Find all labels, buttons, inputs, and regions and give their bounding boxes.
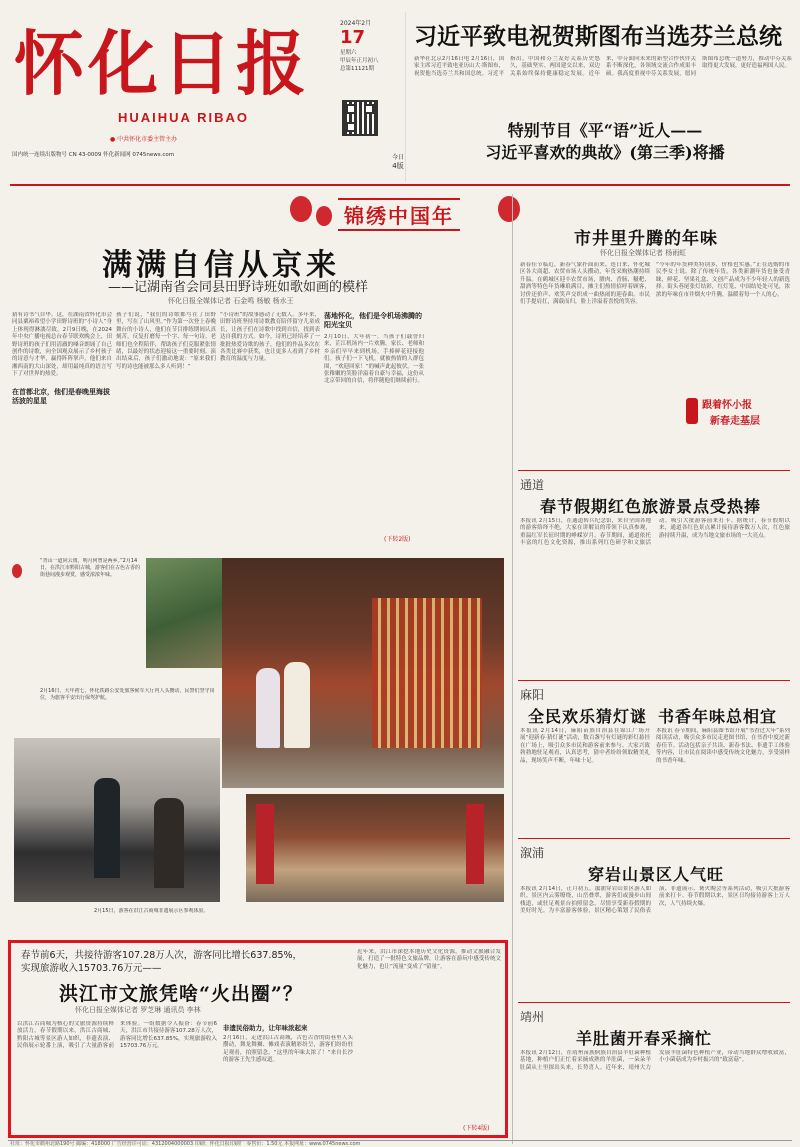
- page-count: 4版: [392, 162, 404, 170]
- date-year: 2024年2月: [340, 20, 372, 27]
- hongjiang-subhead: 非遗民俗助力，让年味浓起来: [223, 1024, 308, 1032]
- hongjiang-body-2: 2月16日，走进洪江古商城，古色古香的街巷里人头攒动，舞龙舞狮、傩戏表演精彩纷呈，游客们纷纷驻足观看，拍照留念。“这里的年味太浓了！”来自长沙的游客王先生感叹道。: [223, 1035, 353, 1064]
- date-day: 17: [340, 27, 366, 48]
- market-col-1: 新春佳节临近，新春气象扑面而来。连日来，怀化城区各大商超、农贸市场人头攒动，年货采购热潮持续升温。在鹤城区迎丰农贸市场，腊肉、香肠、糍粑、甜酒等特色年货琳琅满目，摊主们热情招呼着顾客，讨价还价声、欢笑声交织成一曲热闹的迎春曲。市民们手提肩扛，满载而归，脸上洋溢着喜悦的笑容。: [520, 262, 650, 306]
- lead-headline[interactable]: 满满自信从京来: [102, 248, 340, 283]
- lead-byline: 怀化日报全媒体记者 石金鸣 杨敏 杨水王: [168, 297, 294, 305]
- photo-caption-3: 2月15日，游客在洪江古商城非遗展示区参观体验。: [94, 908, 209, 914]
- photo-ancient-building[interactable]: [222, 558, 504, 788]
- hongjiang-kicker-line-1: 春节前6天，共接待游客107.28万人次，游客同比增长637.85%，: [21, 950, 303, 961]
- market-headline[interactable]: 市井里升腾的年味: [574, 229, 718, 249]
- photo-caption-2: 2月16日，大年初七，怀化铁路公安处旅客候车大厅内人头攒动，民警们坚守岗位，为旅客平安出行保驾护航。: [40, 688, 215, 701]
- market-col-2: “今年的年货种类特别多，价格也实惠。”正在选购的市民李女士说。除了传统年货，各类新潮年货也备受青睐，鲜花、坚果礼盒、文创产品成为不少年轻人的新选择。街头巷尾张灯结彩，红灯笼、中国结处处可见，浓浓的年味在市井烟火中升腾，温暖着每一个人的心。: [656, 262, 790, 298]
- hongjiang-continue-link[interactable]: (下转4版): [463, 1125, 490, 1132]
- festival-banner: [290, 192, 520, 230]
- badge-ribbon-icon: [686, 398, 698, 424]
- special-program-headline[interactable]: [430, 120, 780, 164]
- publisher-line: [110, 134, 177, 143]
- special-line-1: 特别节目《平“语”近人——: [507, 121, 703, 140]
- section-label-xupu: 溆浦: [520, 846, 545, 860]
- xupu-body: 本报讯 2月14日，正月初五，溆浦穿岩山景区游人如织。景区内云雾缭绕，山峦叠翠，游客们或漫步山间栈道，或驻足观景台拍照留念，尽情享受新春假期的美好时光。为丰富游客体验，景区精心策划了民俗表演、非遗展示、篝火晚会等系列活动，吸引大批游客前来打卡。春节假期以来，景区日均接待游客上万人次，人气持续火爆。: [520, 886, 790, 915]
- lead-col-2: 孩子们说，“我们的诗歌都写在了田野里，写在了山风里。”作为第一次登上春晚舞台的小诗人，他们在节目排练期间认真刻苦，反复打磨每一个字、每一句诗。老师们也全程陪伴，帮助孩子们克服紧张情绪，以最好的状态迎接这一重要时刻。演出结束后，孩子们激动地说：“原来我们写的诗也能被那么多人听到！”: [116, 312, 216, 370]
- photo-caption-1: “青山一道同云雨，明月何曾是两乡。”2月14日，在洪江市黔阳古城，游客们在古色古香的街巷间漫步观赏，感受浓浓年味。: [40, 558, 141, 578]
- special-line-2: 习近平喜欢的典故》(第三季)将播: [485, 143, 725, 162]
- lead-subhead-2: 荡地怀化，他们是令机场沸腾的阳光宝贝: [324, 312, 422, 329]
- qr-code-icon[interactable]: [342, 100, 378, 136]
- section-label-tongdao: 通道: [520, 478, 545, 492]
- top-story-headline[interactable]: 习近平致电祝贺斯图布当选芬兰总统: [414, 23, 782, 50]
- weekday: 星期六: [340, 50, 357, 56]
- today-pages: [392, 152, 404, 171]
- lead-subhead-1: 在首都北京，他们是春晚里海拔活波的星星: [12, 388, 110, 405]
- codes-line: 国内统一连续出版物号 CN 43-0009 怀化新闻网 0745news.com: [12, 152, 175, 158]
- mayang-headline-left[interactable]: 全民欢乐猜灯谜: [528, 707, 648, 726]
- lead-col-4: 2月10日，大年初一。当孩子们载誉归来，芷江机场内一片欢腾。家长、老师和乡亲们早早来到机场，手捧鲜花迎接他们。孩子们一下飞机，就被热情的人群包围，“欢迎回家！”的喊声此起彼伏。一张张稚嫩的笑脸洋溢着自豪与幸福，这份从北京带回的自信，将伴随他们继续前行。: [324, 334, 424, 385]
- jingzhou-headline[interactable]: 羊肚菌开春采摘忙: [576, 1029, 713, 1048]
- badge-line-1: 跟着怀小报: [702, 400, 752, 411]
- market-byline: 怀化日报全媒体记者 杨雨虹: [600, 249, 687, 257]
- masthead-pinyin: HUAIHUA RIBAO: [118, 110, 249, 125]
- party-emblem-icon: ●: [110, 136, 116, 143]
- tongdao-body: 本报讯 2月15日，在通道转兵纪念馆，来自全国各地的游客络绎不绝，大家在讲解员的带领下认真参观，重温红军长征时期的峥嵘岁月。春节期间，通道依托丰富的红色文化资源，推出系列红色研学和文旅活动，吸引大批游客前来打卡。据统计，春节假期以来，通道各红色景点累计接待游客数万人次，红色旅游持续升温，成为当地文旅市场的一大亮点。: [520, 518, 790, 547]
- hongjiang-byline: 怀化日报全媒体记者 罗芝琳 通讯员 李林: [75, 1006, 201, 1014]
- masthead: [0, 0, 800, 185]
- jingzhou-body: 本报讯 2月12日，在靖州苗族侗族自治县羊肚菌种植基地，种植户们正忙着采摘成熟的羊肚菌，一朵朵羊肚菌从土里探出头来，长势喜人。近年来，靖州大力发展羊肚菌特色种植产业，带动当地群众增收致富，小小菌菇成为乡村振兴的“致富菇”。: [520, 1050, 790, 1071]
- mayang-body-right: 本报讯 春节期间，麻阳县图书馆开展“书香过大年”系列阅读活动，吸引众多市民走进图书馆，在书香中度过新春佳节。活动包括亲子共读、新春书法、非遗手工体验等内容，让市民在阅读中感受传统文化魅力，享受别样的书香年味。: [656, 728, 790, 764]
- lantern-icon: [290, 196, 312, 222]
- hongjiang-feature-box[interactable]: [8, 940, 508, 1138]
- photo-railway-station[interactable]: [14, 738, 220, 902]
- lantern-icon: [316, 206, 332, 226]
- lead-subheadline: ——记湖南省会同县田野诗班如歌如画的模样: [108, 280, 369, 295]
- lead-col-1: 猜有诗书气自华。这，在湖南省怀化市会同县粟裕希望小学田野诗班的“小诗人”身上体现得淋漓尽致。2月9日晚，在2024年中央广播电视总台春节联欢晚会上，田野诗班的孩子们用清澈的嗓音朗诵了自己创作的诗歌，向全国观众展示了乡村孩子的诗意与才华，赢得阵阵掌声。他们来自湘西南的大山深处，却用最纯真的语言写下了对世界的热爱。: [12, 312, 112, 378]
- hongjiang-kicker: [21, 949, 341, 975]
- hongjiang-kicker-line-2: 实现旅游收入15703.76万元——: [21, 963, 162, 974]
- footer-info: 社址：怀化市鹤州北路190号 邮编：418000 广告经营许可证：4312004000003 印刷：怀化日报印刷厂 零售价：1.50元 本报网址：www.0745news.com: [10, 1141, 361, 1147]
- new-year-badge: [686, 392, 790, 432]
- publisher: 中共怀化市委主管主办: [117, 136, 178, 143]
- tongdao-headline[interactable]: 春节假期红色旅游景点受热捧: [540, 497, 762, 516]
- date-box: [340, 18, 388, 73]
- issue-number: 总第11121期: [340, 66, 374, 72]
- photo-spread: [10, 552, 506, 932]
- lead-continue-link[interactable]: (下转2版): [384, 536, 411, 543]
- hongjiang-body-1: 以洪江古商城为核心的文旅资源持续释放活力，春节假期以来，洪江古商城、黔阳古城等景区游人如织，非遗表演、民俗展示轮番上演，吸引了大量游客前来体验。一组数据令人振奋：春节前6天，洪江市共接待游客107.28万人次，游客同比增长637.85%，实现旅游收入15703.76万元。: [17, 1021, 217, 1050]
- banner-text: 锦绣中国年: [338, 198, 460, 231]
- hongjiang-headline[interactable]: 洪江市文旅凭啥“火出圈”？: [59, 983, 303, 1005]
- section-label-mayang: 麻阳: [520, 688, 545, 702]
- mayang-headline-right[interactable]: 书香年味总相宜: [658, 707, 778, 726]
- mayang-body-left: 本报讯 2月14日，麻阳苗族自治县在锦江广场开展“迎新春·猜灯谜”活动，数百盏写有灯谜的彩灯悬挂在广场上，吸引众多市民和游客前来参与。大家兴致勃勃地驻足观看，认真思考，猜中者纷纷领取精美礼品，现场笑声不断，年味十足。: [520, 728, 650, 764]
- lunar-date: 甲辰年正月初八: [340, 58, 379, 64]
- photo-courtyard[interactable]: [246, 794, 504, 902]
- today-label: 今日: [392, 154, 405, 161]
- top-story-body: 新华社北京2月16日电 2月16日，国家主席习近平致电亚历山大·斯图布，祝贺他当选芬兰共和国总统。习近平指出，中国和芬兰友好关系历史悠久，基础坚实。两国建交以来，双边关系始终保持健康稳定发展。近年来，中芬面向未来的新型合作伙伴关系不断深化，各领域交流合作成果丰硕。我高度重视中芬关系发展，愿同斯图布总统一道努力，推动中芬关系取得更大发展，更好造福两国人民。: [414, 56, 792, 77]
- badge-line-2: 新春走基层: [710, 416, 760, 427]
- hongjiang-body-3: 近年来，洪江市深挖本地历史文化资源，推动文旅融合发展，打造了一批特色文旅品牌，让游客在游玩中感受传统文化魅力，也让“流量”变成了“留量”。: [357, 949, 501, 970]
- xupu-headline[interactable]: 穿岩山景区人气旺: [588, 865, 725, 884]
- lead-col-3: “小诗班”的故事感动了无数人。多年来，田野诗班坚持用诗歌教育陪伴留守儿童成长，让孩子们在诗歌中找到自信，找到表达自我的方式。如今，诗班已经培养了一批批热爱诗歌的孩子，他们的作品多次在各类比赛中获奖，也让更多人看到了乡村教育的温度与力量。: [220, 312, 320, 363]
- lantern-icon: [498, 196, 520, 222]
- lantern-icon: [12, 564, 22, 578]
- section-label-jingzhou: 靖州: [520, 1010, 545, 1024]
- masthead-logo: 怀化日报: [14, 22, 310, 105]
